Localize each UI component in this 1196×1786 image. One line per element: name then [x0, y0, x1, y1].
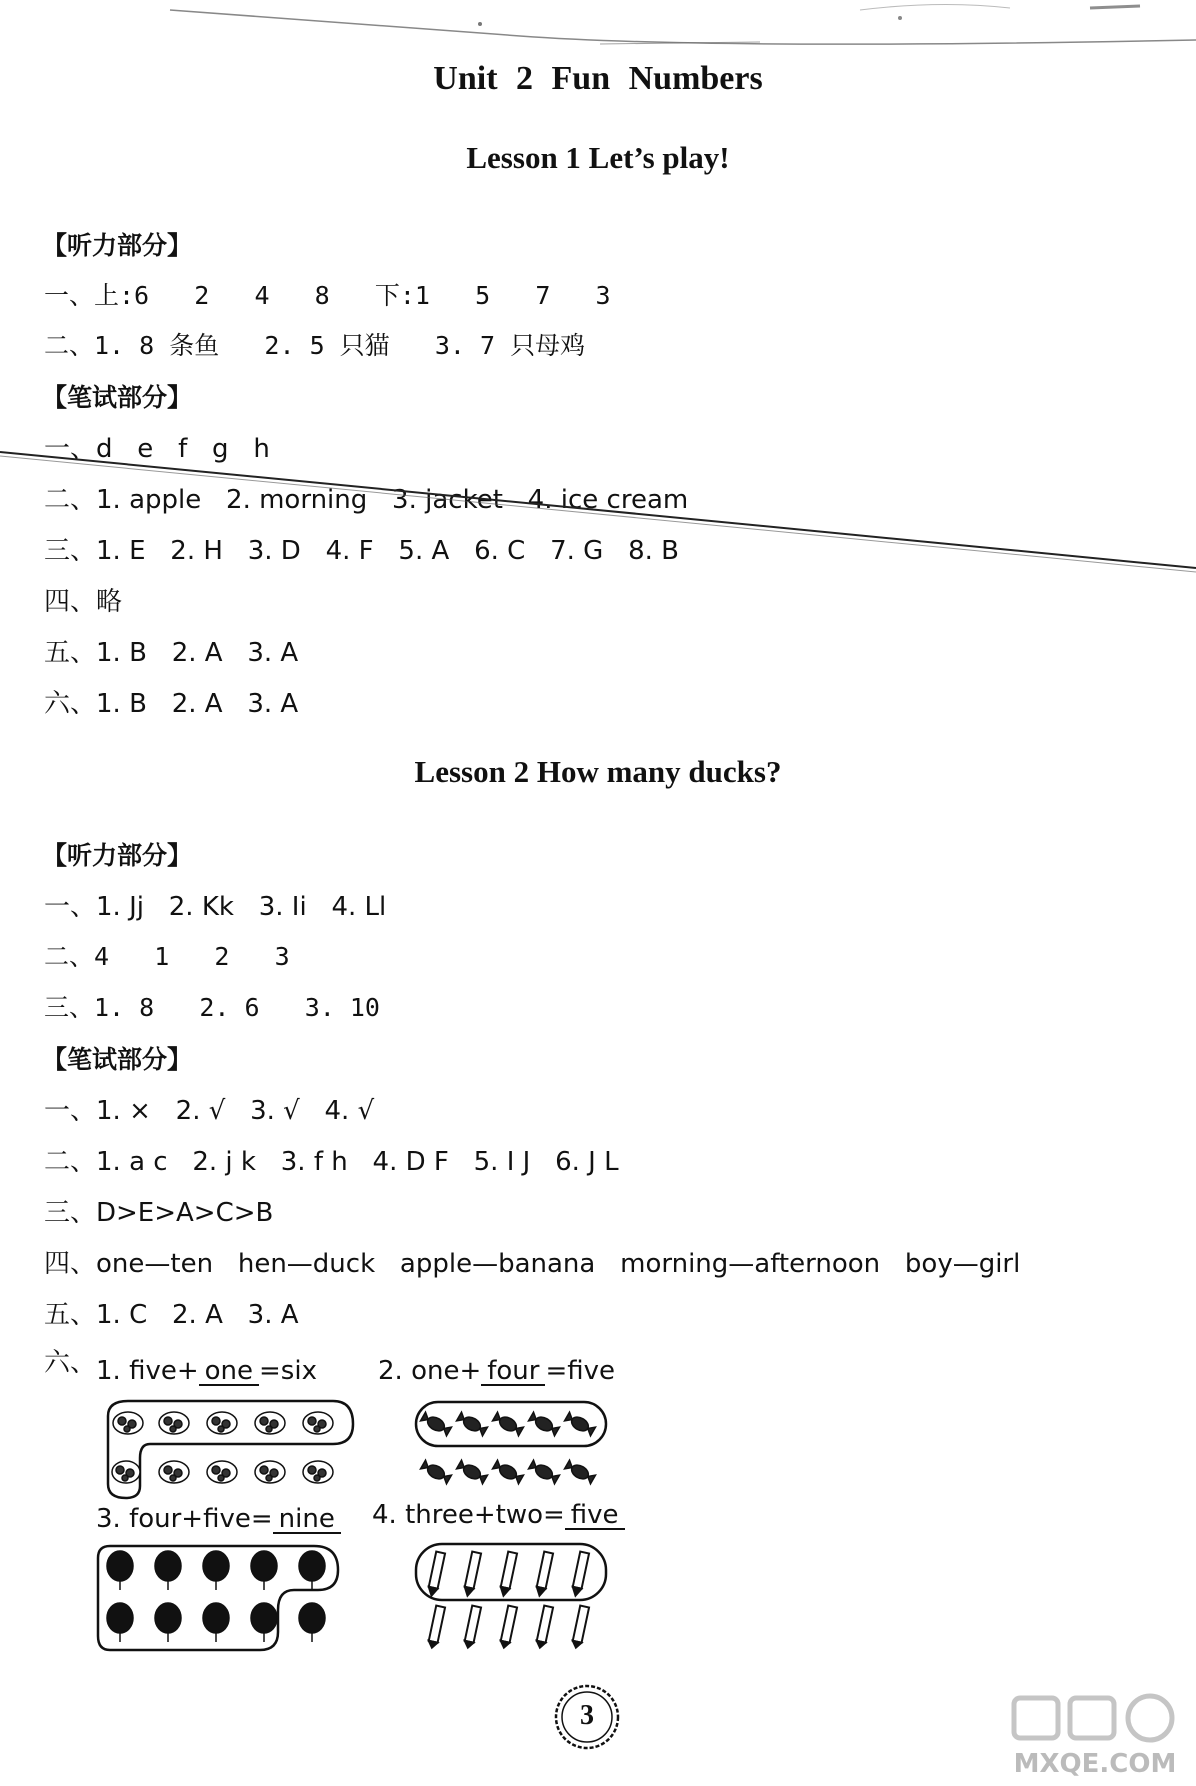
pencil-icon	[464, 1606, 482, 1649]
candy-icon	[420, 1459, 452, 1484]
candy-icon	[528, 1459, 560, 1484]
balloon-icon	[251, 1551, 277, 1590]
lesson2-writing-line: 二、1. a c 2. j k 3. f h 4. D F 5. I J 6. J L	[44, 1147, 619, 1177]
balloon-icon	[155, 1551, 181, 1590]
flower-icon	[112, 1461, 140, 1483]
candy-icon	[492, 1459, 524, 1484]
paper-crease-line	[0, 440, 1196, 600]
lesson2-writing-header: 【笔试部分】	[42, 1045, 193, 1074]
pencils-picture	[412, 1540, 612, 1650]
lesson2-writing-line: 三、D>E>A>C>B	[44, 1198, 274, 1228]
balloon-icon	[251, 1603, 277, 1642]
flower-icon	[207, 1461, 237, 1483]
lesson2-listening-header: 【听力部分】	[42, 841, 193, 870]
equation-prefix: 2. one+	[378, 1356, 482, 1386]
candy-icon	[528, 1411, 560, 1436]
candy-icon	[564, 1411, 596, 1436]
lesson1-writing-line: 一、d e f g h	[44, 434, 270, 464]
watermark-text: MXQE.COM	[1013, 1749, 1177, 1779]
candies-picture	[412, 1396, 612, 1496]
lesson1-writing-line: 二、1. apple 2. morning 3. jacket 4. ice cream	[44, 485, 689, 515]
lesson2-writing-line: 一、1. × 2. √ 3. √ 4. √	[44, 1096, 375, 1126]
equation-answer: one	[199, 1358, 259, 1386]
candy-icon	[456, 1459, 488, 1484]
equation-answer: five	[565, 1502, 625, 1530]
lesson2-six-label: 六、	[44, 1348, 97, 1378]
flowers-picture	[98, 1396, 358, 1502]
pencil-icon	[536, 1606, 554, 1649]
balloon-icon	[299, 1603, 325, 1642]
lesson1-listening-line: 一、上:6 2 4 8 下:1 5 7 3	[44, 281, 611, 310]
page-number	[552, 1682, 622, 1752]
balloon-icon	[299, 1551, 325, 1590]
flower-icon	[159, 1412, 189, 1434]
lesson2-listening-line: 三、1. 8 2. 6 3. 10	[44, 993, 380, 1022]
lesson1-writing-header: 【笔试部分】	[42, 383, 193, 412]
lesson1-title: Lesson 1 Let’s play!	[466, 140, 730, 175]
watermark-logo	[1000, 1688, 1190, 1780]
lesson1-writing-line: 五、1. B 2. A 3. A	[44, 638, 299, 668]
flower-icon	[207, 1412, 237, 1434]
scan-edge-artifact	[0, 0, 1196, 60]
equation-suffix: =five	[545, 1356, 616, 1386]
lesson2-writing-line: 五、1. C 2. A 3. A	[44, 1300, 299, 1330]
balloons-picture	[94, 1540, 344, 1656]
lesson2-listening-line: 二、4 1 2 3	[44, 942, 290, 971]
balloon-icon	[203, 1551, 229, 1590]
equation-suffix: =six	[259, 1356, 317, 1386]
candy-icon	[564, 1459, 596, 1484]
pencil-icon	[572, 1606, 590, 1649]
lesson1-writing-line: 六、1. B 2. A 3. A	[44, 689, 299, 719]
lesson1-writing-line: 四、略	[44, 587, 123, 617]
lesson2-writing-line: 四、one—ten hen—duck apple—banana morning—afternoon boy—girl	[44, 1249, 1021, 1279]
watermark-logo-icon	[1000, 1688, 1190, 1780]
pencil-icon	[535, 1552, 553, 1597]
page-number-text: 3	[580, 1700, 594, 1731]
flower-icon	[255, 1412, 285, 1434]
balloon-icon	[155, 1603, 181, 1642]
flower-icon	[303, 1461, 333, 1483]
equation-1	[96, 1356, 317, 1386]
pencil-icon	[463, 1552, 481, 1597]
candy-icon	[420, 1411, 452, 1436]
balloon-icon	[203, 1603, 229, 1642]
flower-icon	[303, 1412, 333, 1434]
pencil-icon	[499, 1552, 517, 1597]
equation-answer: four	[481, 1358, 545, 1386]
equation-answer: nine	[273, 1506, 341, 1534]
flower-icon	[159, 1461, 189, 1483]
lesson1-listening-header: 【听力部分】	[42, 231, 193, 260]
pencil-icon	[571, 1552, 589, 1597]
equation-prefix: 1. five+	[96, 1356, 199, 1386]
flower-icon	[255, 1461, 285, 1483]
flower-icon	[113, 1412, 143, 1434]
equation-4	[372, 1500, 625, 1530]
equation-2	[378, 1356, 615, 1386]
candy-icon	[492, 1411, 524, 1436]
unit-title: Unit 2 Fun Numbers	[433, 60, 763, 97]
pencil-icon	[500, 1606, 518, 1649]
balloon-icon	[107, 1603, 133, 1642]
lesson2-title: Lesson 2 How many ducks?	[414, 754, 782, 789]
equation-prefix: 3. four+five=	[96, 1504, 273, 1534]
equation-prefix: 4. three+two=	[372, 1500, 565, 1530]
pencil-icon	[428, 1606, 446, 1649]
equation-3	[96, 1504, 341, 1534]
lesson1-listening-line: 二、1. 8 条鱼 2. 5 只猫 3. 7 只母鸡	[44, 331, 586, 360]
pencil-icon	[427, 1552, 445, 1597]
lesson1-writing-line: 三、1. E 2. H 3. D 4. F 5. A 6. C 7. G 8. B	[44, 536, 680, 566]
lesson2-listening-line: 一、1. Jj 2. Kk 3. Ii 4. Ll	[44, 892, 387, 922]
candy-icon	[456, 1411, 488, 1436]
balloon-icon	[107, 1551, 133, 1590]
